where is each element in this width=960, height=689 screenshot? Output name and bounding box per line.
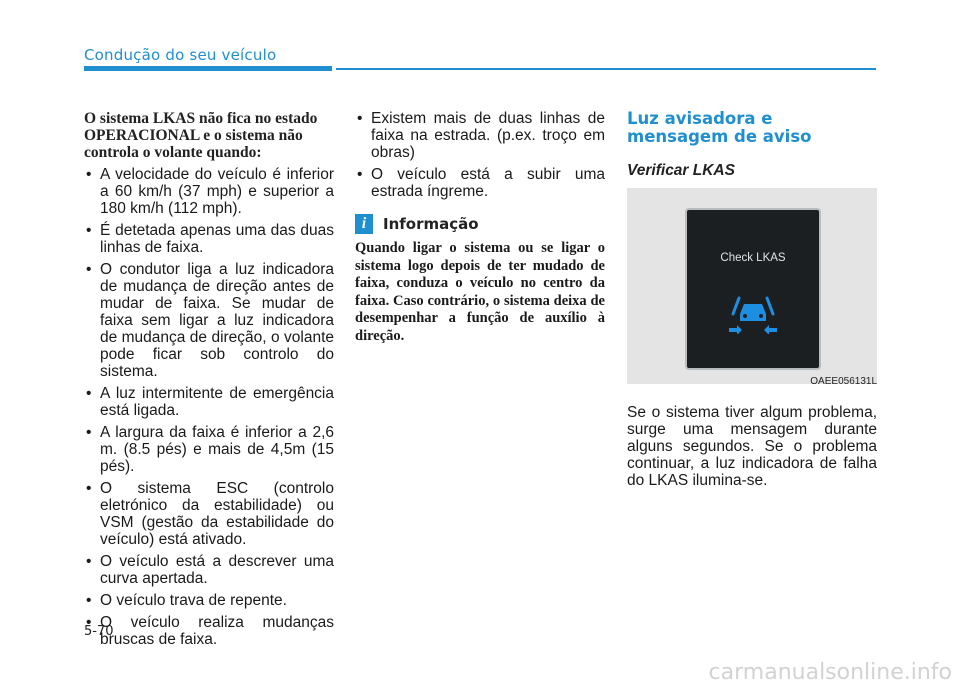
cluster-figure: [627, 188, 877, 387]
info-icon: i: [355, 214, 373, 234]
warning-description: Se o sistema tiver algum problema, surge uma mensagem durante alguns segundos. Se o problema continuar, a luz indicadora de falha do LKAS ilumina-se.: [627, 404, 877, 489]
header-rule-thin: [336, 68, 876, 70]
list-item: • O veículo está a descrever uma curva apertada.: [84, 553, 334, 587]
figure-code: OAEE056131L: [810, 376, 877, 387]
page-number: 5-70: [84, 624, 114, 639]
column-left: [84, 110, 334, 653]
list-item: • É detetada apenas uma das duas linhas de faixa.: [84, 222, 334, 256]
conditions-list: [84, 166, 334, 648]
info-body: Quando ligar o sistema ou se ligar o sistema logo depois de ter mudado de faixa, conduza o veículo no centro da faixa. Caso contrário, o sistema deixa de desempenhar a função de auxílio à direção.: [355, 240, 605, 344]
column-middle: [355, 110, 605, 345]
conditions-list-continued: [355, 110, 605, 200]
cluster-display: [685, 208, 821, 370]
list-item: • O sistema ESC (controlo eletrónico da estabilidade) ou VSM (gestão da estabilidade do veículo) está ativado.: [84, 480, 334, 548]
info-header: [355, 214, 605, 234]
conditions-heading: O sistema LKAS não fica no estado OPERACIONAL e o sistema não controla o volante quando:: [84, 110, 318, 161]
list-item: • A luz intermitente de emergência está ligada.: [84, 385, 334, 419]
info-title: Informação: [383, 215, 479, 233]
header-rule-thick: [84, 66, 332, 71]
section-title: Luz avisadora e mensagem de aviso: [627, 109, 812, 146]
list-item: • O veículo trava de repente.: [84, 592, 334, 609]
list-item: • O condutor liga a luz indicadora de mudança de direção antes de mudar de faixa. Se mudar de faixa sem ligar a luz indicadora de mudança de direção, o volante pode ficar sob controlo do sistema.: [84, 261, 334, 380]
list-item: • A velocidade do veículo é inferior a 60 km/h (37 mph) e superior a 180 km/h (112 mph).: [84, 166, 334, 217]
list-item: • O veículo realiza mudanças bruscas de faixa.: [84, 614, 334, 648]
subsection-title: Verificar LKAS: [627, 162, 735, 179]
lkas-warning-icon: [727, 294, 779, 334]
display-message: Check LKAS: [720, 252, 786, 264]
list-item: • O veículo está a subir uma estrada íngreme.: [355, 166, 605, 200]
list-item: • A largura da faixa é inferior a 2,6 m. (8.5 pés) e mais de 4,5m (15 pés).: [84, 424, 334, 475]
column-right: [627, 110, 877, 489]
list-item: • Existem mais de duas linhas de faixa na estrada. (p.ex. troço em obras): [355, 110, 605, 161]
watermark: carmanualsonline.info: [708, 660, 952, 685]
chapter-title: Condução do seu veículo: [84, 46, 277, 64]
